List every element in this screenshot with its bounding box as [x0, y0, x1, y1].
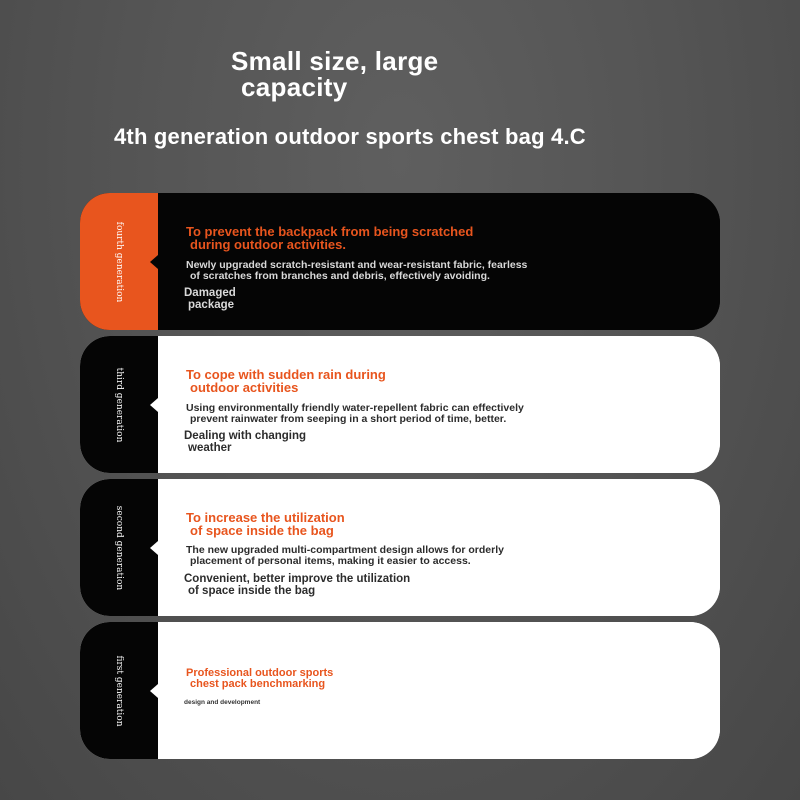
- card-title-line-2: of space inside the bag: [190, 523, 334, 538]
- card-description-line-2: placement of personal items, making it easier to access.: [190, 555, 471, 567]
- generation-label: second generation: [114, 505, 124, 590]
- card-panel: [158, 479, 720, 616]
- pointer-notch: [150, 541, 158, 555]
- generation-label: first generation: [114, 655, 124, 726]
- card-tag-line-1: Dealing with changing: [184, 430, 307, 442]
- headline-line-1: Small size, large: [231, 46, 439, 76]
- card-tag-line-1: Damaged: [184, 287, 236, 299]
- card-description: [186, 403, 524, 425]
- card-description: [186, 260, 527, 282]
- subtitle: 4th generation outdoor sports chest bag 4.C: [114, 124, 586, 149]
- generation-tab: [80, 479, 158, 616]
- card-title-line-1: To cope with sudden rain during: [186, 367, 386, 382]
- card-title: [186, 511, 345, 537]
- card-second-generation: [80, 479, 720, 616]
- card-note: design and development: [184, 699, 261, 706]
- card-tag-line-2: weather: [188, 442, 232, 454]
- card-title-line-2: outdoor activities: [190, 380, 299, 395]
- card-title-line-2: during outdoor activities.: [190, 237, 347, 252]
- pointer-notch: [150, 684, 158, 698]
- card-panel: [158, 622, 720, 759]
- card-panel: [158, 193, 720, 330]
- headline: [231, 48, 438, 100]
- card-tag-line-1: Convenient, better improve the utilization: [184, 573, 411, 585]
- card-description-line-2: of scratches from branches and debris, effectively avoiding.: [190, 270, 490, 282]
- pointer-notch: [150, 255, 158, 269]
- headline-line-2: capacity: [241, 72, 348, 102]
- card-description: [186, 545, 504, 567]
- card-title-line-1: Professional outdoor sports: [186, 667, 334, 679]
- card-title: [186, 225, 473, 251]
- card-title: [186, 668, 333, 690]
- card-tag: [184, 430, 306, 454]
- generation-tab: [80, 336, 158, 473]
- card-fourth-generation: [80, 193, 720, 330]
- card-panel: [158, 336, 720, 473]
- generation-label: fourth generation: [114, 221, 124, 302]
- generation-label: third generation: [114, 367, 124, 442]
- card-tag: [184, 287, 236, 311]
- card-tag-line-2: of space inside the bag: [188, 585, 316, 597]
- card-title-line-1: To increase the utilization: [186, 510, 345, 525]
- card-description-line-1: Using environmentally friendly water-repellent fabric can effectively: [186, 402, 524, 414]
- card-title: [186, 368, 386, 394]
- card-tag-line-2: package: [188, 299, 235, 311]
- card-first-generation: [80, 622, 720, 759]
- generation-tab: [80, 193, 158, 330]
- card-title-line-2: chest pack benchmarking: [190, 678, 326, 690]
- card-description-line-1: The new upgraded multi-compartment design allows for orderly: [186, 544, 504, 556]
- card-title-line-1: To prevent the backpack from being scratched: [186, 224, 474, 239]
- card-description-line-2: prevent rainwater from seeping in a short period of time, better.: [190, 413, 507, 425]
- pointer-notch: [150, 398, 158, 412]
- card-third-generation: [80, 336, 720, 473]
- generation-tab: [80, 622, 158, 759]
- card-tag: [184, 573, 410, 597]
- card-description-line-1: Newly upgraded scratch-resistant and wear-resistant fabric, fearless: [186, 259, 528, 271]
